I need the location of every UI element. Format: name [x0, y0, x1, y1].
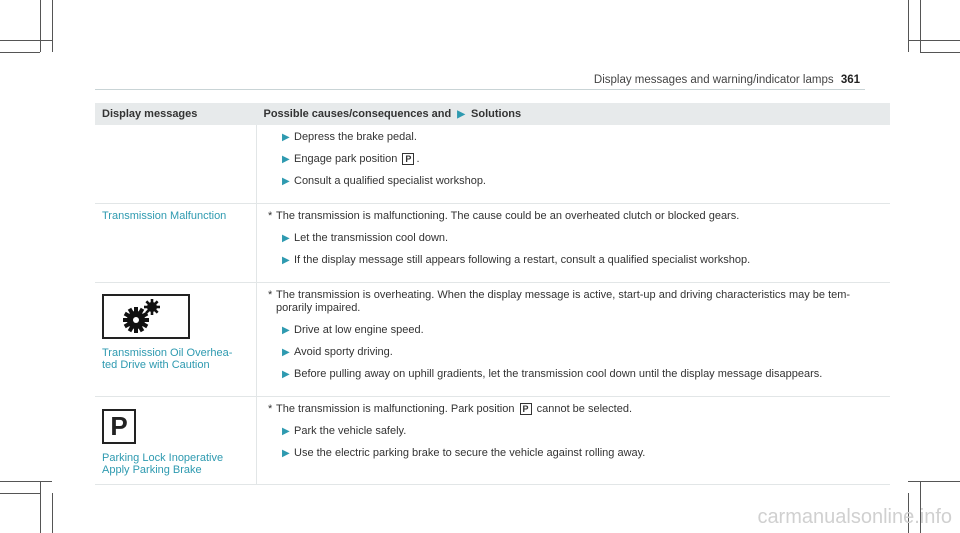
- crop-mark: [920, 52, 960, 53]
- gear-warning-icon: [102, 294, 190, 339]
- crop-mark: [40, 481, 41, 533]
- header-causes-label: Possible causes/consequences and: [263, 108, 452, 120]
- solution-cell: [257, 125, 891, 204]
- message-cell: [95, 283, 257, 397]
- step-arrow-icon: ▶: [282, 132, 290, 143]
- message-label: Transmission Malfunction: [102, 210, 227, 222]
- crop-mark: [0, 40, 52, 41]
- solution-cell: [257, 204, 891, 283]
- page-number: 361: [840, 74, 860, 86]
- header-rule: [95, 89, 865, 90]
- crop-mark: [40, 0, 41, 52]
- table-row: [95, 397, 890, 485]
- message-cell: [95, 204, 257, 283]
- column-header-causes-solutions: [257, 103, 891, 125]
- crop-mark: [920, 0, 921, 52]
- column-header-display-messages: Display messages: [95, 103, 257, 125]
- message-label: ted Drive with Caution: [102, 359, 210, 371]
- step-arrow-icon: ▶: [282, 325, 290, 336]
- message-cell: [95, 125, 257, 204]
- running-header: [594, 74, 860, 86]
- crop-mark: [52, 493, 53, 533]
- solution-step: ▶ Consult a qualified specialist workshop.: [282, 175, 486, 187]
- step-arrow-icon: ▶: [282, 255, 290, 266]
- solutions-arrow-icon: ▶: [457, 109, 465, 120]
- solution-step: ▶ Before pulling away on uphill gradients, let the transmission cool down until the display message disappears.: [282, 368, 823, 380]
- header-title: Display messages and warning/indicator lamps: [593, 74, 834, 86]
- display-messages-table: [95, 103, 890, 485]
- crop-mark: [0, 52, 40, 53]
- message-label: Apply Parking Brake: [102, 464, 202, 476]
- step-arrow-icon: ▶: [282, 154, 290, 165]
- solution-step: ▶ Drive at low engine speed.: [282, 324, 424, 336]
- step-arrow-icon: ▶: [282, 369, 290, 380]
- step-arrow-icon: ▶: [282, 176, 290, 187]
- solution-step: ▶ Engage park position P .: [282, 153, 420, 165]
- table-row: [95, 204, 890, 283]
- header-solutions-label: Solutions: [471, 108, 522, 120]
- solution-step: ▶ Avoid sporty driving.: [282, 346, 393, 358]
- crop-mark: [0, 493, 40, 494]
- table-row: [95, 125, 890, 204]
- table-row: [95, 283, 890, 397]
- cause-text: * The transmission is malfunctioning. The cause could be an overheated clutch or blocked gears.: [268, 210, 740, 222]
- solution-cell: [257, 283, 891, 397]
- park-position-icon: P: [520, 403, 532, 415]
- cause-text: * The transmission is malfunctioning. Park position P cannot be selected.: [268, 403, 632, 415]
- crop-mark: [0, 481, 52, 482]
- solution-step: ▶ Use the electric parking brake to secure the vehicle against rolling away.: [282, 447, 646, 459]
- step-arrow-icon: ▶: [282, 233, 290, 244]
- message-cell: [95, 397, 257, 485]
- park-position-icon: P: [402, 153, 414, 165]
- solution-cell: [257, 397, 891, 485]
- step-arrow-icon: ▶: [282, 448, 290, 459]
- solution-step: ▶ Depress the brake pedal.: [282, 131, 417, 143]
- parking-lock-icon: P: [102, 409, 136, 444]
- table-header-row: [95, 103, 890, 125]
- watermark: carmanualsonline.info: [757, 506, 952, 528]
- solution-step: ▶ If the display message still appears following a restart, consult a qualified specialist workshop.: [282, 254, 751, 266]
- crop-mark: [908, 0, 909, 52]
- solution-step: ▶ Let the transmission cool down.: [282, 232, 449, 244]
- crop-mark: [908, 40, 960, 41]
- cause-text: * The transmission is overheating. When the display message is active, start-up and driving characteristics may be tem- porarily impaired.: [268, 289, 851, 314]
- solution-step: ▶ Park the vehicle safely.: [282, 425, 407, 437]
- step-arrow-icon: ▶: [282, 426, 290, 437]
- message-label: Transmission Oil Overhea-: [102, 347, 233, 359]
- message-label: Parking Lock Inoperative: [102, 452, 224, 464]
- crop-mark: [52, 0, 53, 52]
- crop-mark: [908, 481, 960, 482]
- step-arrow-icon: ▶: [282, 347, 290, 358]
